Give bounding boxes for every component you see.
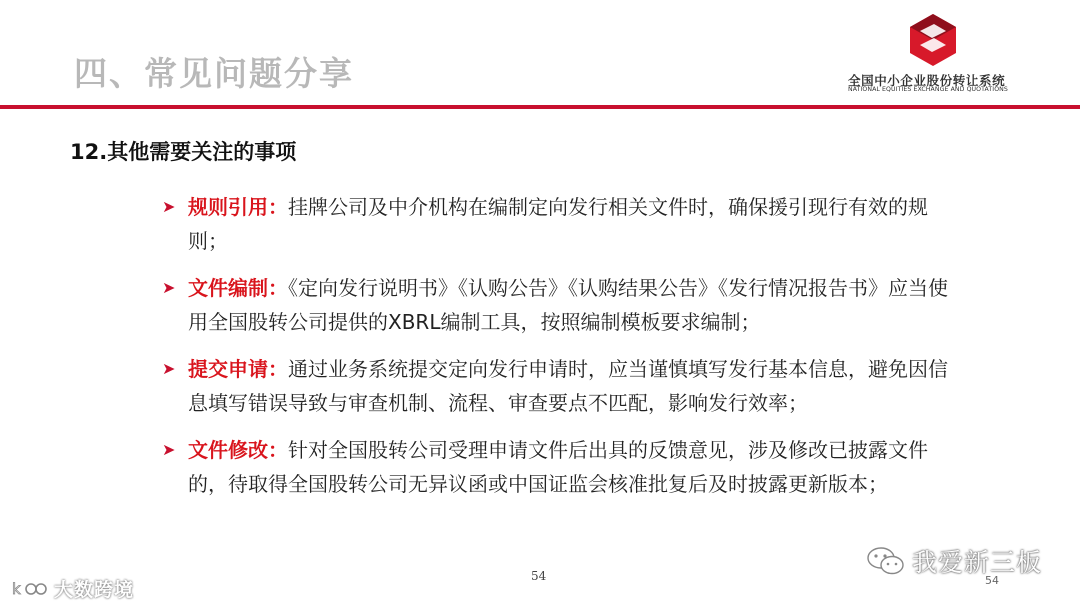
watermark-right-text: 我爱新三板 [912,548,1043,577]
header-divider [0,105,1080,109]
arrow-bullet-icon: ➤ [162,278,176,297]
watermark-left-text: 大数跨境 [54,578,135,601]
item-body: 通过业务系统提交定向发行申请时，应当谨慎填写发行基本信息，避免因信息填写错误导致与审查机制、流程、审查要点不匹配，影响发行效率； [188,357,948,415]
page-number: 54 [531,569,547,583]
logo-english-name: NATIONAL EQUITIES EXCHANGE AND QUOTATIONS [848,86,1008,93]
bullet-list [162,190,952,514]
arrow-bullet-icon: ➤ [162,197,176,216]
slide-title: 四、常见问题分享 [74,54,354,93]
list-item [162,433,952,501]
list-item [162,190,952,258]
item-term: 文件编制： [188,276,288,300]
item-term: 提交申请： [188,357,288,381]
watermark-right [866,544,1042,578]
item-text [188,433,952,501]
list-item [162,271,952,339]
item-body: 挂牌公司及中介机构在编制定向发行相关文件时，确保援引现行有效的规则； [188,195,928,253]
page-number-corner: 54 [985,574,999,587]
item-body: 《定向发行说明书》《认购公告》《认购结果公告》《发行情况报告书》应当使用全国股转公司提供的XBRL编制工具，按照编制模板要求编制； [188,276,948,334]
item-term: 规则引用： [188,195,288,219]
watermark-left [12,575,134,601]
neeq-logo-icon [906,12,960,66]
arrow-bullet-icon: ➤ [162,440,176,459]
item-body: 针对全国股转公司受理申请文件后出具的反馈意见，涉及修改已披露文件的，待取得全国股转公司无异议函或中国证监会核准批复后及时披露更新版本； [188,438,928,496]
item-text [188,352,952,420]
item-text [188,190,952,258]
arrow-bullet-icon: ➤ [162,359,176,378]
section-title: 12.其他需要关注的事项 [70,140,297,164]
item-text [188,271,952,339]
dashujingjing-logo-icon [12,578,48,598]
wechat-icon [866,546,906,576]
svg-text:k: k [12,580,21,598]
logo-chinese-name: 全国中小企业股份转让系统 [848,73,1006,88]
item-term: 文件修改： [188,438,288,462]
list-item [162,352,952,420]
